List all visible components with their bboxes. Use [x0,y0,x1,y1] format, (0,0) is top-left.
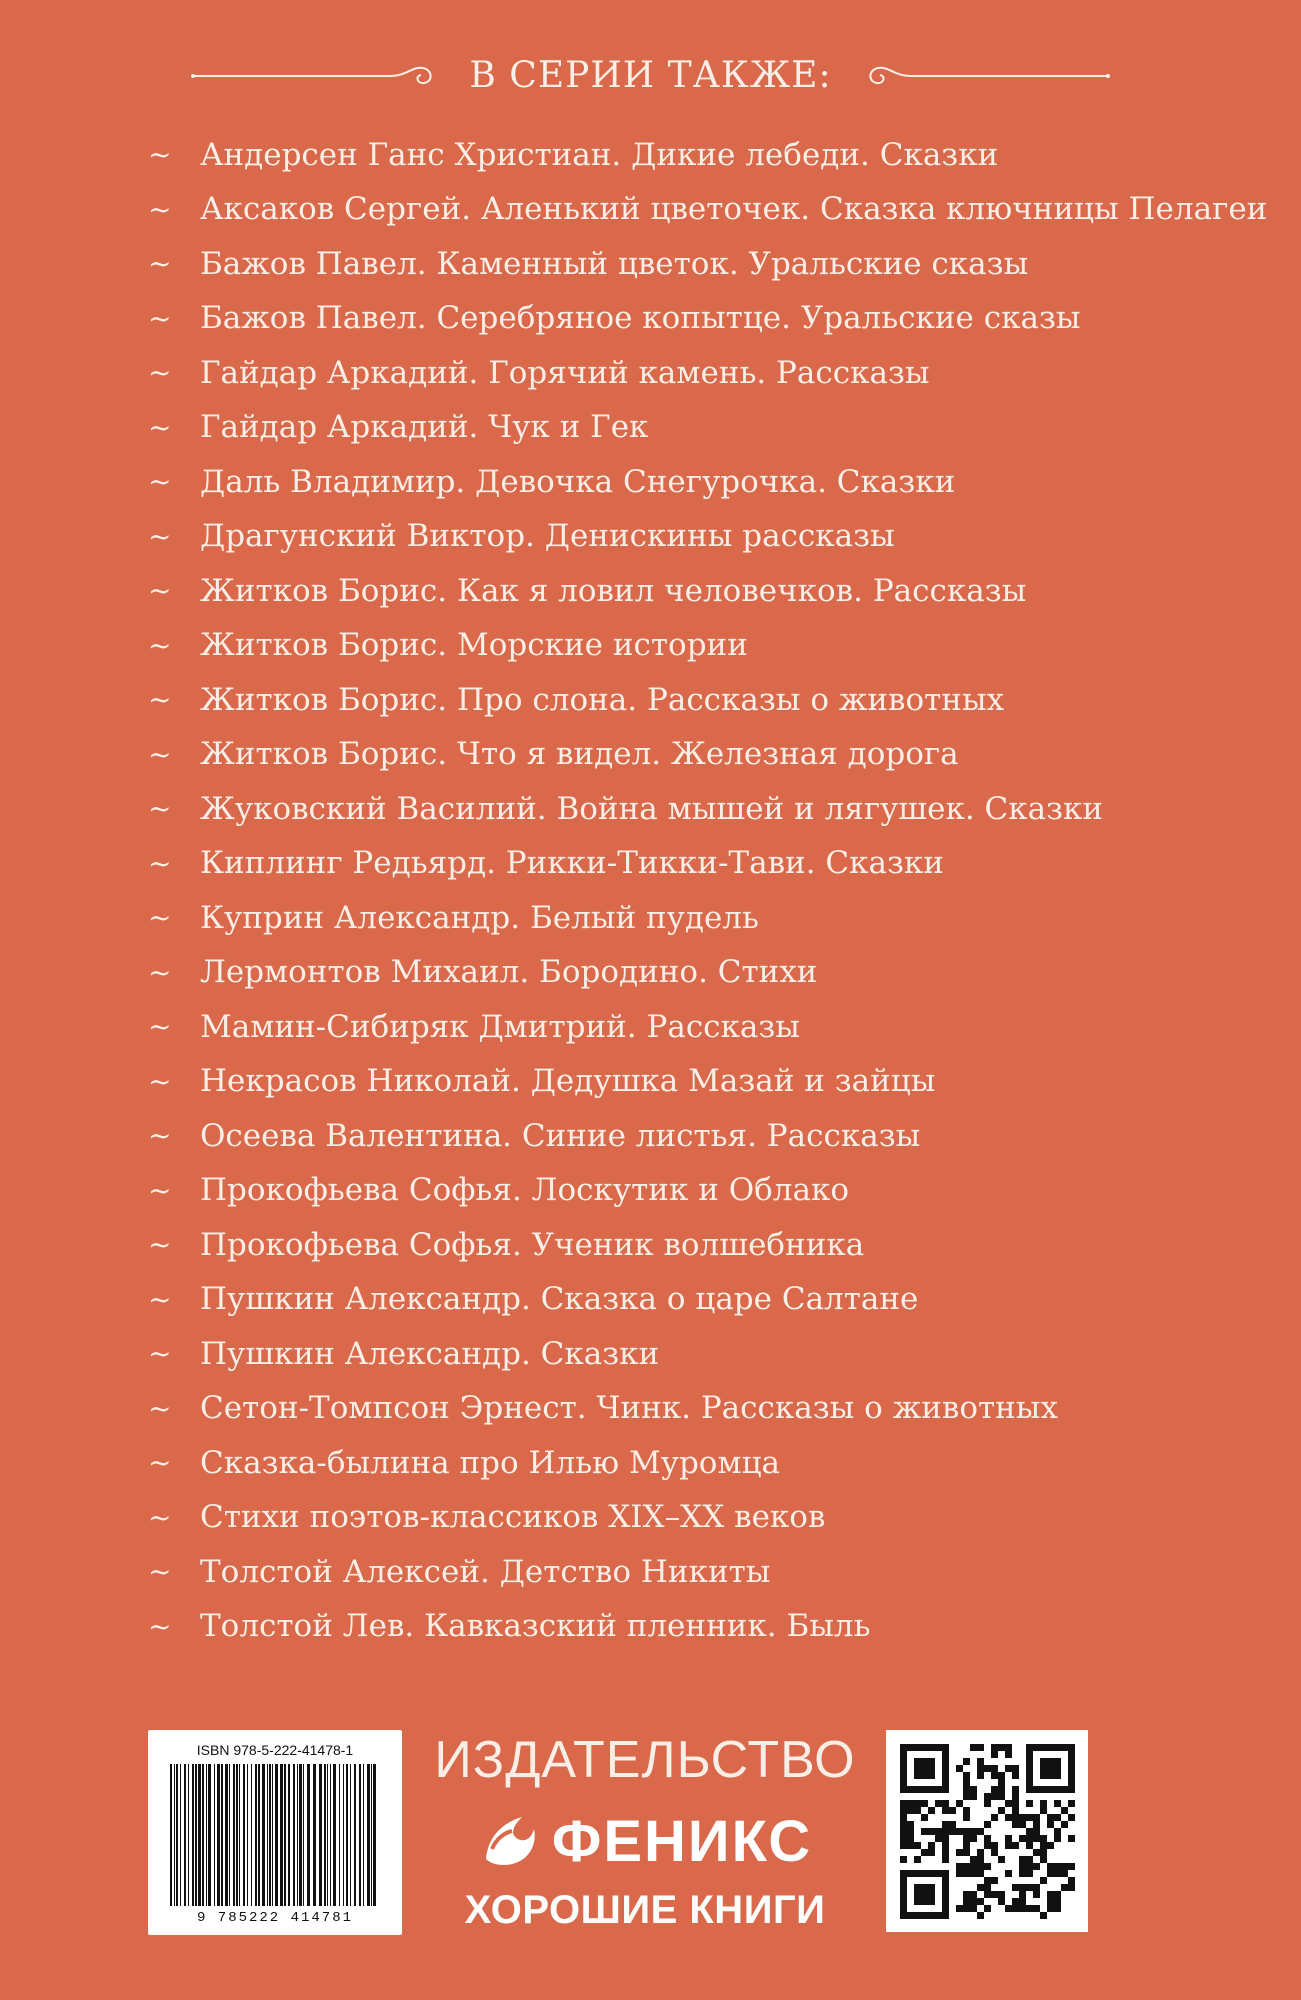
series-item-title: Бажов Павел. Каменный цветок. Уральские сказы [200,245,1029,282]
series-item [148,1000,1188,1055]
tilde-bullet-icon: ~ [148,1282,172,1316]
series-item-title: Аксаков Сергей. Аленький цветочек. Сказка ключницы Пелагеи [200,191,1268,228]
series-item-title: Киплинг Редьярд. Рикки-Тикки-Тави. Сказки [200,845,944,882]
series-item-title: Прокофьева Софья. Лоскутик и Облако [200,1172,850,1209]
tilde-bullet-icon: ~ [148,192,172,226]
series-item-title: Житков Борис. Про слона. Рассказы о животных [200,681,1005,718]
tilde-bullet-icon: ~ [148,1228,172,1262]
series-item-title: Житков Борис. Что я видел. Железная дорога [200,736,959,773]
tilde-bullet-icon: ~ [148,792,172,826]
series-item-title: Стихи поэтов-классиков XIX–XX веков [200,1499,826,1536]
tilde-bullet-icon: ~ [148,955,172,989]
barcode-icon [170,1764,380,1906]
series-item-title: Куприн Александр. Белый пудель [200,899,759,936]
series-heading-text: В СЕРИИ ТАКЖЕ: [469,54,832,96]
tilde-bullet-icon: ~ [148,1010,172,1044]
series-item [148,946,1188,1001]
series-item [148,1164,1188,1219]
tilde-bullet-icon: ~ [148,683,172,717]
tilde-bullet-icon: ~ [148,1064,172,1098]
series-item-title: Прокофьева Софья. Ученик волшебника [200,1226,865,1263]
series-item [148,183,1268,238]
tilde-bullet-icon: ~ [148,247,172,281]
tilde-bullet-icon: ~ [148,1119,172,1153]
series-item-title: Некрасов Николай. Дедушка Мазай и зайцы [200,1063,936,1100]
series-item-title: Житков Борис. Как я ловил человечков. Рассказы [200,572,1027,609]
series-item [148,1545,1188,1600]
series-book-list [148,128,1268,1654]
qr-code-icon [886,1730,1088,1932]
series-item-title: Сетон-Томпсон Эрнест. Чинк. Рассказы о животных [200,1390,1058,1427]
right-flourish-icon [860,60,1110,90]
tilde-bullet-icon: ~ [148,410,172,444]
tilde-bullet-icon: ~ [148,356,172,390]
series-item [148,510,1188,565]
tilde-bullet-icon: ~ [148,1555,172,1589]
series-item-title: Андерсен Ганс Христиан. Дикие лебеди. Сказки [200,136,999,173]
series-item [148,1327,1188,1382]
publisher-name-row [422,1808,868,1875]
tilde-bullet-icon: ~ [148,901,172,935]
series-item [148,1436,1188,1491]
series-item [148,782,1188,837]
publisher-name: ФЕНИКС [551,1809,813,1874]
series-heading [0,40,1301,110]
publisher-label: ИЗДАТЕЛЬСТВО [434,1731,856,1789]
series-item-title: Толстой Лев. Кавказский пленник. Быль [200,1608,871,1645]
series-item-title: Мамин-Сибиряк Дмитрий. Рассказы [200,1008,800,1045]
series-item-title: Житков Борис. Морские истории [200,627,748,664]
series-item [148,673,1188,728]
publisher-logo [422,1730,868,1935]
tilde-bullet-icon: ~ [148,1391,172,1425]
series-item-title: Лермонтов Михаил. Бородино. Стихи [200,954,818,991]
series-item [148,237,1188,292]
series-item [148,1600,1188,1655]
series-item [148,1491,1188,1546]
tilde-bullet-icon: ~ [148,846,172,880]
series-item [148,1055,1188,1110]
tilde-bullet-icon: ~ [148,1609,172,1643]
series-item [148,292,1188,347]
tilde-bullet-icon: ~ [148,1173,172,1207]
series-item-title: Даль Владимир. Девочка Снегурочка. Сказки [200,463,956,500]
series-item-title: Сказка-былина про Илью Муромца [200,1444,780,1481]
phoenix-logo-icon [478,1809,540,1875]
series-item-title: Драгунский Виктор. Денискины рассказы [200,518,895,555]
tilde-bullet-icon: ~ [148,574,172,608]
series-item-title: Гайдар Аркадий. Горячий камень. Рассказы [200,354,930,391]
series-item [148,1382,1188,1437]
series-item [148,1273,1188,1328]
series-item [148,837,1188,892]
tilde-bullet-icon: ~ [148,1337,172,1371]
series-item-title: Жуковский Василий. Война мышей и лягушек. Сказки [200,790,1104,827]
series-item [148,128,1188,183]
series-item [148,1109,1188,1164]
series-item [148,891,1188,946]
tilde-bullet-icon: ~ [148,301,172,335]
series-item [148,346,1188,401]
series-item-title: Пушкин Александр. Сказки [200,1335,660,1372]
series-item [148,455,1188,510]
tilde-bullet-icon: ~ [148,1500,172,1534]
tilde-bullet-icon: ~ [148,628,172,662]
series-item [148,619,1188,674]
publisher-slogan: ХОРОШИЕ КНИГИ [464,1888,826,1932]
isbn-text: ISBN 978-5-222-41478-1 [196,1742,354,1758]
series-item-title: Пушкин Александр. Сказка о царе Салтане [200,1281,919,1318]
left-flourish-icon [191,60,441,90]
series-item [148,564,1188,619]
series-item [148,401,1188,456]
series-item-title: Гайдар Аркадий. Чук и Гек [200,409,649,446]
tilde-bullet-icon: ~ [148,465,172,499]
series-item [148,728,1188,783]
tilde-bullet-icon: ~ [148,138,172,172]
isbn-barcode [148,1730,402,1935]
series-item-title: Осеева Валентина. Синие листья. Рассказы [200,1117,921,1154]
imprint-block [148,1730,1088,1935]
barcode-digits: 9 785222 414781 [196,1910,354,1926]
series-item-title: Толстой Алексей. Детство Никиты [200,1553,771,1590]
series-item-title: Бажов Павел. Серебряное копытце. Уральские сказы [200,300,1081,337]
tilde-bullet-icon: ~ [148,519,172,553]
series-item [148,1218,1188,1273]
tilde-bullet-icon: ~ [148,737,172,771]
tilde-bullet-icon: ~ [148,1446,172,1480]
